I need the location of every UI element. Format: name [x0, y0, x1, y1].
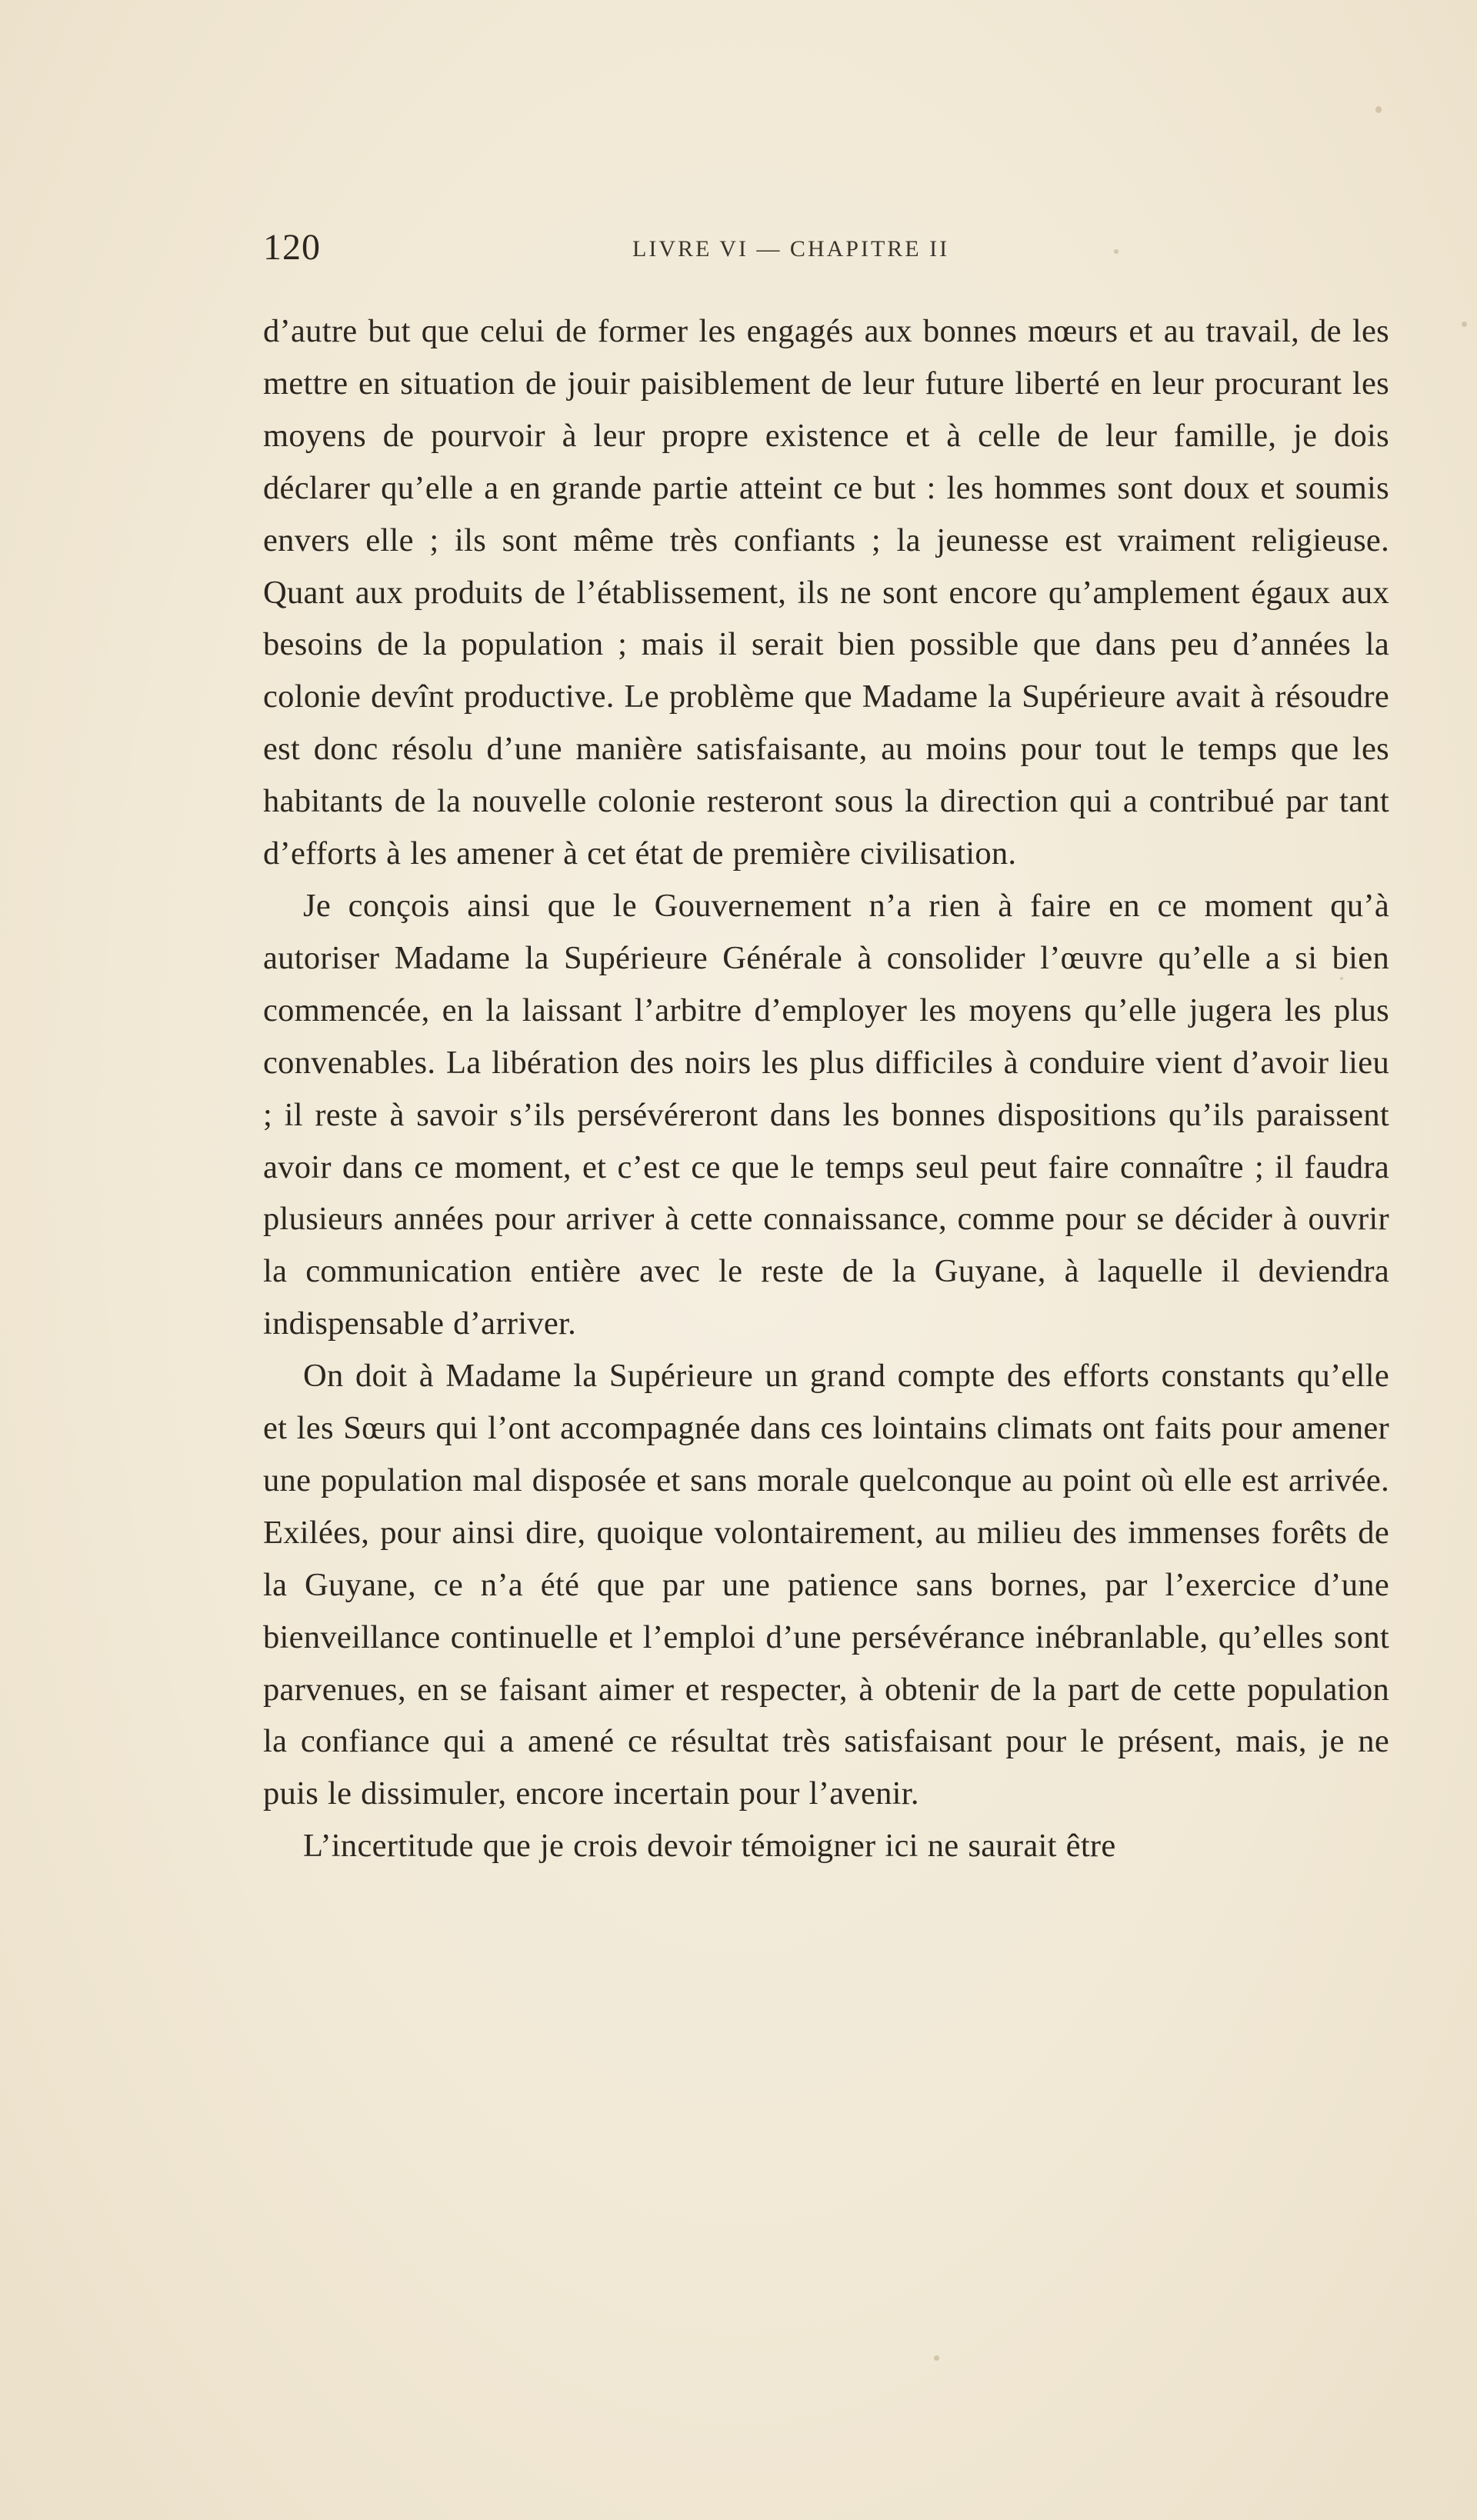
page-number: 120	[263, 227, 321, 268]
paragraph-1: d’autre but que celui de former les engagés aux bonnes mœurs et au travail, de les mettre en situation de jouir paisiblement de leur future liberté en leur procurant les moyens de pourvoir à leur propre existence et à celle de leur famille, je dois déclarer qu’elle a en grande partie atteint ce but : les hommes sont doux et soumis envers elle ; ils sont même très confiants ; la jeunesse est vraiment religieuse. Quant aux produits de l’établissement, ils ne sont encore qu’amplement égaux aux besoins de la population ; mais il serait bien possible que dans peu d’années la colonie devînt productive. Le problème que Madame la Supérieure avait à résoudre est donc résolu d’une manière satisfaisante, au moins pour tout le temps que les habitants de la nouvelle colonie resteront sous la direction qui a contribué par tant d’efforts à les amener à cet état de première civilisation.	[263, 313, 1389, 872]
running-title: LIVRE VI — CHAPITRE II	[632, 236, 950, 262]
paragraph-2: Je conçois ainsi que le Gouvernement n’a rien à faire en ce moment qu’à autoriser Madame la Supérieure Générale à consolider l’œuvre qu’elle a si bien commencée, en la laissant l’arbitre d’employer les moyens qu’elle jugera les plus convenables. La libération des noirs les plus difficiles à conduire vient d’avoir lieu ; il reste à savoir s’ils persévéreront dans les bonnes dispositions qu’ils paraissent avoir dans ce moment, et c’est ce que le temps seul peut faire connaître ; il faudra plusieurs années pour arriver à cette connaissance, comme pour se décider à ouvrir la communication entière avec le reste de la Guyane, à laquelle il deviendra indispensable d’arriver.	[263, 887, 1389, 1342]
running-head	[263, 225, 1389, 271]
paper-speck	[1375, 106, 1382, 113]
paragraph-4: L’incertitude que je crois devoir témoigner ici ne saurait être	[303, 1828, 1116, 1865]
paragraph-3: On doit à Madame la Supérieure un grand compte des efforts constants qu’elle et les Sœurs qui l’ont accompagnée dans ces lointains climats ont faits pour amener une population mal disposée et sans morale quelconque au point où elle est arrivée. Exilées, pour ainsi dire, quoique volontairement, au milieu des immenses forêts de la Guyane, ce n’a été que par une patience sans bornes, par l’exercice d’une bienveillance continuelle et l’emploi d’une persévérance inébranlable, qu’elles sont parvenues, en se faisant aimer et respecter, à obtenir de la part de cette population la confiance qui a amené ce résultat très satisfaisant pour le présent, mais, je ne puis le dissimuler, encore incertain pour l’avenir.	[263, 1358, 1389, 1812]
page-body	[263, 305, 1389, 1872]
paper-speck	[934, 2355, 939, 2361]
paper-speck	[1462, 322, 1467, 327]
